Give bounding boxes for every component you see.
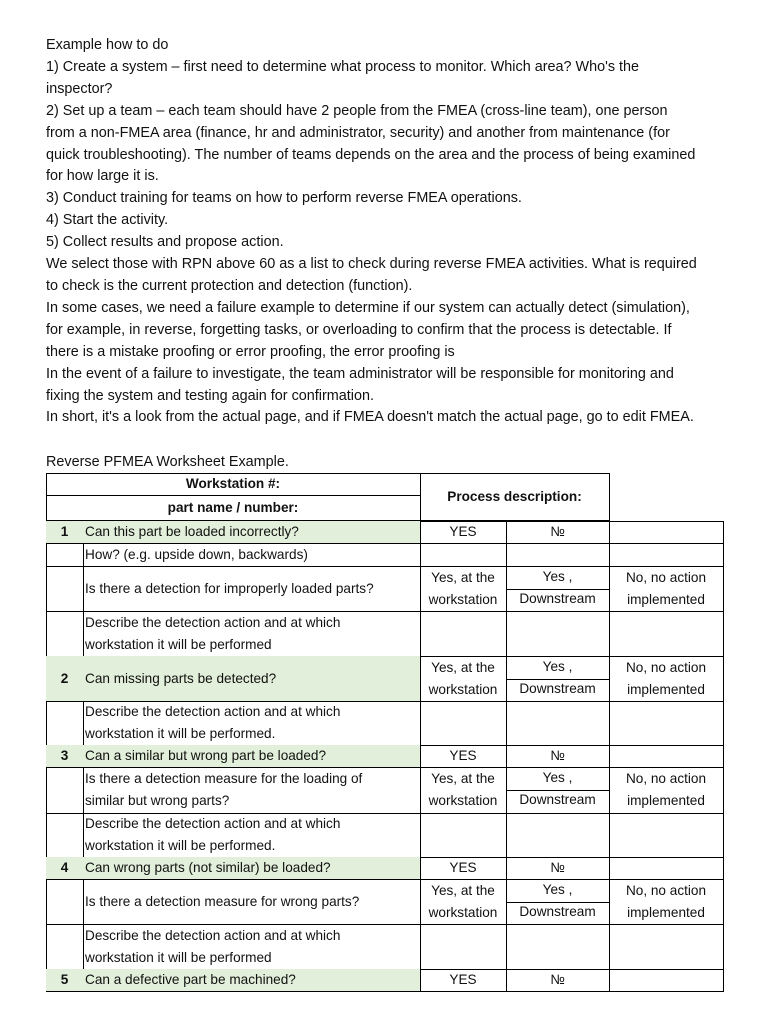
question-text: similar but wrong parts? — [85, 793, 230, 808]
answer-yes-downstream — [506, 767, 610, 814]
question-cell — [83, 611, 421, 657]
answer-empty — [420, 543, 507, 567]
question-cell — [83, 969, 421, 992]
question-text: Is there a detection measure for wrong parts? — [85, 893, 360, 909]
intro-line: In some cases, we need a failure example to determine if our system can actually detect (simulation), — [46, 299, 690, 316]
answer-yes — [420, 857, 507, 880]
yes-workstation-text: Yes, at the — [431, 659, 495, 675]
no-action-text: implemented — [627, 591, 705, 607]
answer-empty — [609, 924, 724, 970]
answer-no — [506, 857, 610, 880]
answer-empty — [609, 969, 724, 992]
answer-empty — [506, 611, 610, 657]
row-number-text: 5 — [60, 972, 69, 987]
row-number — [46, 969, 84, 992]
answer-empty — [506, 924, 610, 970]
answer-empty — [609, 543, 724, 567]
yes-text: YES — [449, 860, 477, 875]
question-cell — [83, 857, 421, 880]
intro-line: In the event of a failure to investigate, the team administrator will be responsible for monitoring and — [46, 365, 674, 382]
intro-line: for how large it is. — [46, 168, 159, 185]
question-cell — [83, 879, 421, 925]
yes-downstream-text: Downstream — [519, 681, 596, 696]
question-cell — [83, 566, 421, 612]
intro-line: there is a mistake proofing or error proofing, the error proofing is — [46, 343, 455, 360]
row-number — [46, 566, 84, 612]
intro-line: 1) Create a system – first need to determine what process to monitor. Which area? Who's the — [46, 58, 640, 75]
yes-text: YES — [449, 748, 477, 763]
answer-yes-downstream — [506, 656, 610, 702]
answer-no-action — [609, 767, 724, 814]
question-cell — [83, 543, 421, 567]
yes-workstation-text: workstation — [428, 793, 498, 808]
no-action-text: No, no action — [625, 882, 707, 898]
answer-no — [506, 745, 610, 768]
yes-workstation-text: Yes, at the — [431, 771, 495, 786]
yes-workstation-text: Yes, at the — [431, 882, 495, 898]
process-description-label: Process description: — [447, 488, 582, 504]
row-number — [46, 924, 84, 970]
answer-no — [506, 969, 610, 992]
question-text: Can this part be loaded incorrectly? — [85, 524, 299, 539]
question-text: Describe the detection action and at which — [85, 816, 341, 831]
question-text: Can a defective part be machined? — [85, 972, 296, 987]
intro-line: from a non-FMEA area (finance, hr and administrator, security) and another from maintenance (for — [46, 124, 670, 141]
yes-downstream-text: Downstream — [519, 904, 596, 919]
answer-yes-workstation — [420, 656, 507, 702]
intro-line: inspector? — [46, 80, 113, 97]
answer-empty — [609, 521, 724, 544]
row-number-text: 1 — [60, 524, 69, 539]
intro-line: for example, in reverse, forgetting tasks, or overloading to confirm that the process is detectable. If — [46, 321, 672, 338]
yes-downstream-text: Yes , — [542, 659, 573, 674]
answer-yes — [420, 521, 507, 544]
answer-empty — [506, 701, 610, 746]
question-text: Can missing parts be detected? — [85, 670, 277, 686]
question-text: Can a similar but wrong part be loaded? — [85, 748, 327, 763]
yes-downstream-text: Yes , — [542, 882, 573, 897]
answer-yes-downstream — [506, 879, 610, 925]
no-text: № — [550, 860, 565, 875]
intro-text — [46, 35, 736, 429]
question-text: workstation it will be performed — [85, 636, 272, 652]
yes-downstream-text: Downstream — [519, 591, 596, 606]
answer-empty — [506, 813, 610, 858]
row-number — [46, 767, 84, 814]
row-number — [46, 879, 84, 925]
yes-workstation-text: workstation — [428, 591, 498, 607]
intro-line: We select those with RPN above 60 as a list to check during reverse FMEA activities. What is required — [46, 256, 697, 273]
yes-workstation-text: workstation — [428, 681, 498, 697]
question-text: How? (e.g. upside down, backwards) — [85, 546, 308, 562]
answer-empty — [420, 611, 507, 657]
no-action-text: No, no action — [625, 771, 707, 786]
question-text: Can wrong parts (not similar) be loaded? — [85, 860, 331, 875]
answer-empty — [609, 611, 724, 657]
workstation-header — [46, 473, 421, 496]
answer-empty — [420, 813, 507, 858]
yes-downstream-text: Yes , — [542, 569, 573, 584]
row-number — [46, 656, 84, 702]
yes-text: YES — [449, 524, 477, 539]
question-text: Describe the detection action and at which — [85, 927, 341, 943]
yes-downstream-text: Downstream — [519, 792, 596, 807]
question-cell — [83, 701, 421, 746]
question-text: workstation it will be performed — [85, 949, 272, 965]
row-number — [46, 745, 84, 768]
answer-yes-workstation — [420, 566, 507, 612]
intro-line: 2) Set up a team – each team should have 2 people from the FMEA (cross-line team), one person — [46, 102, 668, 119]
no-text: № — [550, 972, 565, 987]
row-number — [46, 701, 84, 746]
no-action-text: No, no action — [625, 659, 707, 675]
answer-yes-downstream — [506, 566, 610, 612]
intro-line: 3) Conduct training for teams on how to perform reverse FMEA operations. — [46, 190, 522, 207]
yes-text: YES — [449, 972, 477, 987]
answer-yes-workstation — [420, 767, 507, 814]
answer-yes-workstation — [420, 879, 507, 925]
answer-empty — [609, 701, 724, 746]
part-label: part name / number: — [167, 499, 299, 515]
answer-no-action — [609, 879, 724, 925]
row-number — [46, 857, 84, 880]
question-text: Describe the detection action and at which — [85, 704, 341, 719]
part-header — [46, 495, 421, 521]
no-text: № — [550, 524, 565, 539]
question-cell — [83, 656, 421, 702]
answer-no-action — [609, 566, 724, 612]
intro-line: 4) Start the activity. — [46, 212, 169, 229]
question-text: Describe the detection action and at which — [85, 614, 341, 630]
answer-empty — [609, 813, 724, 858]
row-number-text: 3 — [60, 748, 69, 763]
intro-line: to check is the current protection and detection (function). — [46, 277, 413, 294]
answer-empty — [420, 701, 507, 746]
row-number — [46, 813, 84, 858]
answer-yes — [420, 969, 507, 992]
yes-workstation-text: workstation — [428, 904, 498, 920]
row-number — [46, 521, 84, 544]
question-cell — [83, 813, 421, 858]
intro-line: quick troubleshooting). The number of teams depends on the area and the process of being examined — [46, 146, 696, 163]
no-action-text: No, no action — [625, 569, 707, 585]
answer-no-action — [609, 656, 724, 702]
intro-line: In short, it's a look from the actual page, and if FMEA doesn't match the actual page, go to edit FMEA. — [46, 409, 694, 426]
row-number-text: 4 — [60, 860, 69, 875]
row-number — [46, 611, 84, 657]
question-text: workstation it will be performed. — [85, 726, 276, 741]
no-action-text: implemented — [627, 681, 705, 697]
yes-downstream-text: Yes , — [542, 770, 573, 785]
yes-workstation-text: Yes, at the — [431, 569, 495, 585]
question-text: Is there a detection for improperly loaded parts? — [85, 580, 374, 596]
row-number-text: 2 — [60, 670, 69, 686]
no-action-text: implemented — [627, 904, 705, 920]
workstation-label: Workstation #: — [185, 476, 281, 491]
intro-line: fixing the system and testing again for confirmation. — [46, 387, 374, 404]
answer-empty — [609, 745, 724, 768]
intro-line: Example how to do — [46, 37, 169, 53]
answer-empty — [420, 924, 507, 970]
intro-line: 5) Collect results and propose action. — [46, 234, 284, 251]
process-description-header — [420, 473, 610, 521]
question-text: workstation it will be performed. — [85, 838, 276, 853]
question-cell — [83, 924, 421, 970]
answer-no — [506, 521, 610, 544]
question-cell — [83, 521, 421, 544]
answer-empty — [506, 543, 610, 567]
row-number — [46, 543, 84, 567]
question-cell — [83, 767, 421, 814]
worksheet-title: Reverse PFMEA Worksheet Example. — [46, 454, 289, 470]
answer-empty — [609, 857, 724, 880]
question-text: Is there a detection measure for the loading of — [85, 771, 363, 786]
no-action-text: implemented — [627, 793, 705, 808]
no-text: № — [550, 748, 565, 763]
question-cell — [83, 745, 421, 768]
answer-yes — [420, 745, 507, 768]
